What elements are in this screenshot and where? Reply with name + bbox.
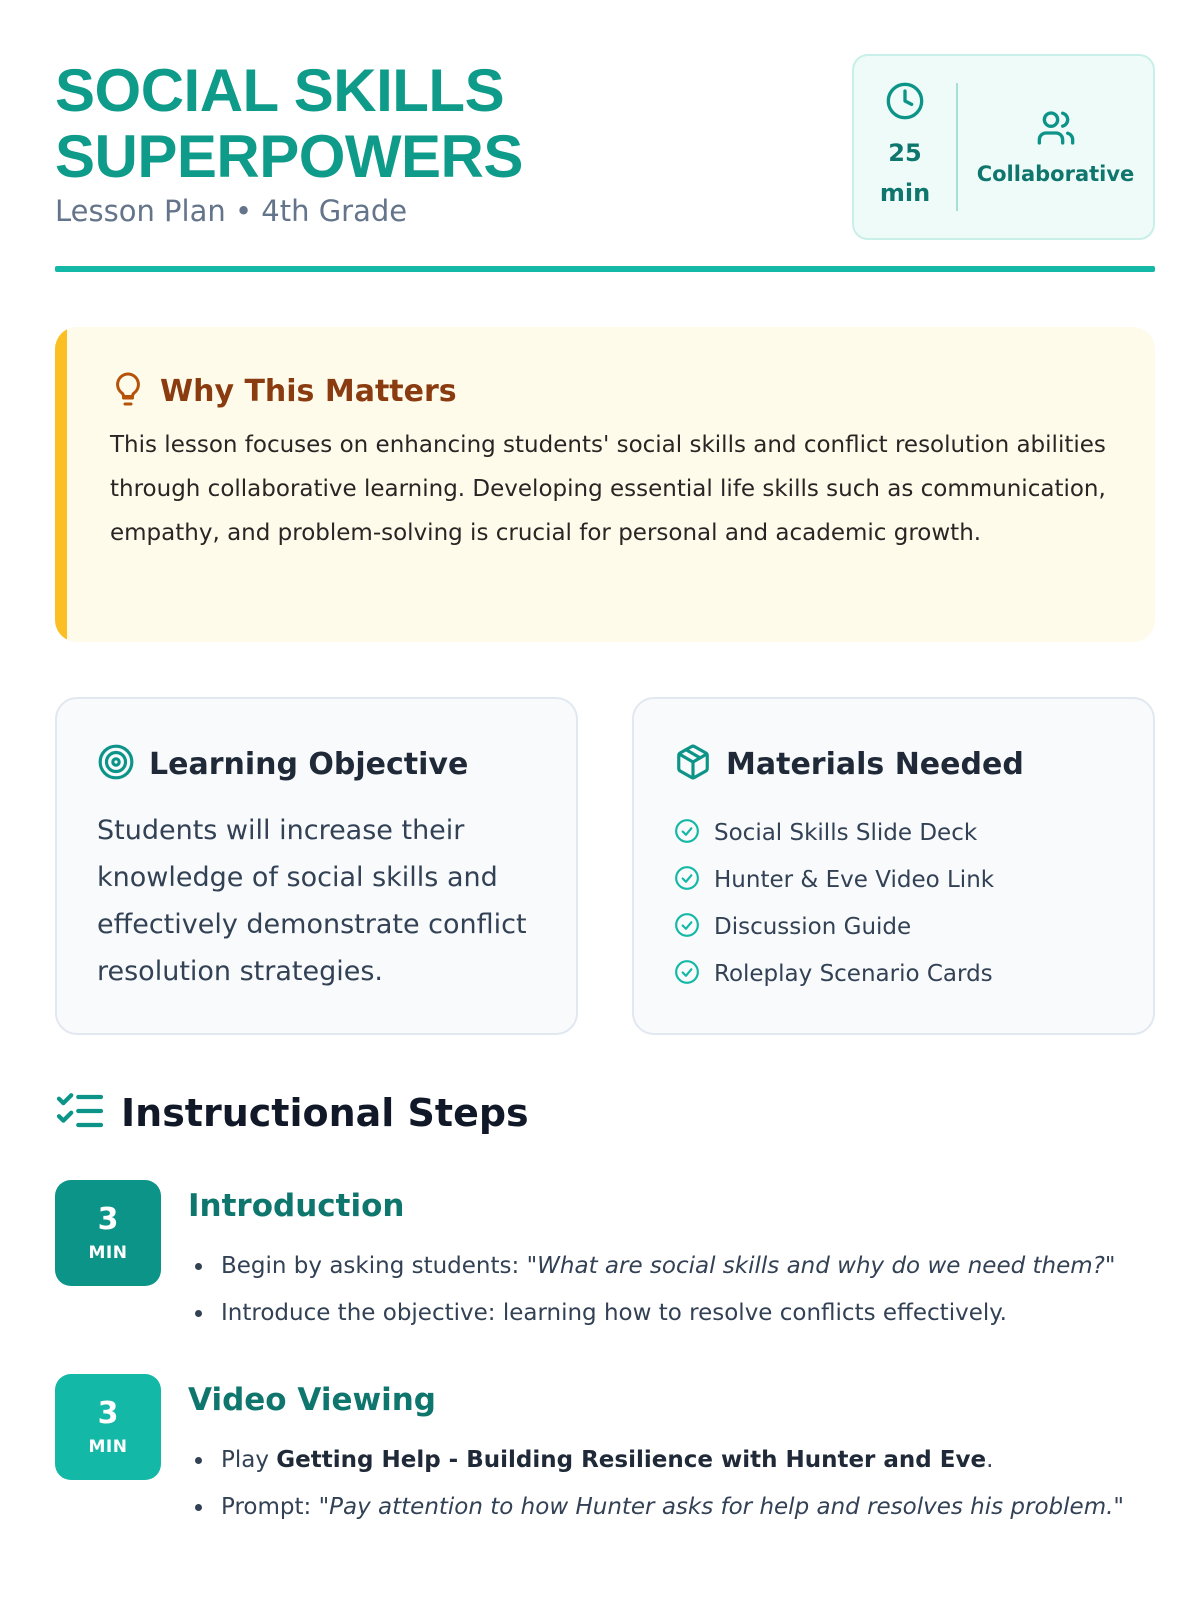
bullet-text: . bbox=[986, 1447, 994, 1473]
title-line-1: SOCIAL SKILLS bbox=[55, 57, 505, 124]
duration-badge bbox=[55, 1374, 161, 1480]
bullet-text: Prompt: bbox=[221, 1494, 319, 1520]
step-title: Video Viewing bbox=[188, 1382, 436, 1418]
objective-text: Students will increase their knowledge of social skills and effectively demonstrate conflict resolution strategies. bbox=[97, 815, 527, 987]
steps-title: Instructional Steps bbox=[121, 1091, 529, 1135]
duration-unit: min bbox=[879, 179, 931, 207]
bullet-text: Begin by asking students: bbox=[221, 1253, 527, 1279]
check-circle-icon bbox=[674, 959, 700, 989]
materials-list bbox=[674, 809, 994, 997]
lightbulb-icon bbox=[110, 371, 146, 411]
title-line-2: SUPERPOWERS bbox=[55, 123, 523, 190]
clock-icon bbox=[885, 81, 925, 125]
list-item bbox=[188, 1293, 1148, 1333]
list-item bbox=[674, 856, 994, 903]
why-header bbox=[110, 371, 457, 411]
learning-objective-card bbox=[55, 697, 578, 1035]
badge-unit: MIN bbox=[88, 1437, 128, 1457]
materials-header bbox=[674, 743, 1024, 785]
users-icon bbox=[1036, 108, 1076, 152]
bullet-text: Play bbox=[221, 1447, 277, 1473]
format-block bbox=[958, 108, 1153, 186]
bullet-quote: "What are social skills and why do we need them?" bbox=[526, 1253, 1116, 1279]
materials-card bbox=[632, 697, 1155, 1035]
duration-block bbox=[854, 81, 956, 213]
list-item bbox=[674, 950, 994, 997]
duration-badge bbox=[55, 1180, 161, 1286]
material-label: Social Skills Slide Deck bbox=[714, 819, 978, 846]
materials-title: Materials Needed bbox=[726, 746, 1024, 782]
list-item bbox=[188, 1246, 1148, 1286]
header bbox=[55, 58, 1155, 273]
lesson-meta-box bbox=[852, 54, 1155, 240]
bullet-quote: "Pay attention to how Hunter asks for help and resolves his problem." bbox=[318, 1494, 1124, 1520]
material-label: Hunter & Eve Video Link bbox=[714, 866, 995, 893]
checklist-icon bbox=[55, 1090, 105, 1136]
why-text: This lesson focuses on enhancing students' social skills and conflict resolution abilities through collaborative learning. Developing essential life skills such as communication, empathy, and problem-solving is crucial for personal and academic growth. bbox=[110, 432, 1106, 546]
check-circle-icon bbox=[674, 865, 700, 895]
list-item bbox=[188, 1440, 1148, 1480]
target-icon bbox=[97, 743, 135, 785]
list-item bbox=[674, 903, 994, 950]
instructional-steps-header bbox=[55, 1090, 529, 1136]
step-title: Introduction bbox=[188, 1188, 405, 1224]
duration-value bbox=[880, 133, 930, 213]
step-bullets bbox=[188, 1246, 1148, 1340]
step-bullets bbox=[188, 1440, 1148, 1534]
objective-title: Learning Objective bbox=[149, 746, 469, 782]
page-subtitle: Lesson Plan • 4th Grade bbox=[55, 194, 408, 228]
list-item bbox=[674, 809, 994, 856]
badge-minutes: 3 bbox=[97, 1396, 119, 1431]
material-label: Roleplay Scenario Cards bbox=[714, 960, 993, 987]
header-divider bbox=[55, 266, 1155, 272]
bullet-text: Introduce the objective: learning how to resolve conflicts effectively. bbox=[221, 1300, 1007, 1326]
check-circle-icon bbox=[674, 818, 700, 848]
package-icon bbox=[674, 743, 712, 785]
badge-minutes: 3 bbox=[97, 1202, 119, 1237]
why-this-matters-box bbox=[55, 327, 1155, 642]
duration-number: 25 bbox=[888, 139, 922, 167]
list-item bbox=[188, 1487, 1148, 1527]
format-label: Collaborative bbox=[976, 162, 1135, 186]
video-title: Getting Help - Building Resilience with Hunter and Eve bbox=[276, 1447, 987, 1473]
badge-unit: MIN bbox=[88, 1243, 128, 1263]
objective-header bbox=[97, 743, 468, 785]
check-circle-icon bbox=[674, 912, 700, 942]
material-label: Discussion Guide bbox=[714, 913, 912, 940]
why-title: Why This Matters bbox=[160, 373, 457, 409]
